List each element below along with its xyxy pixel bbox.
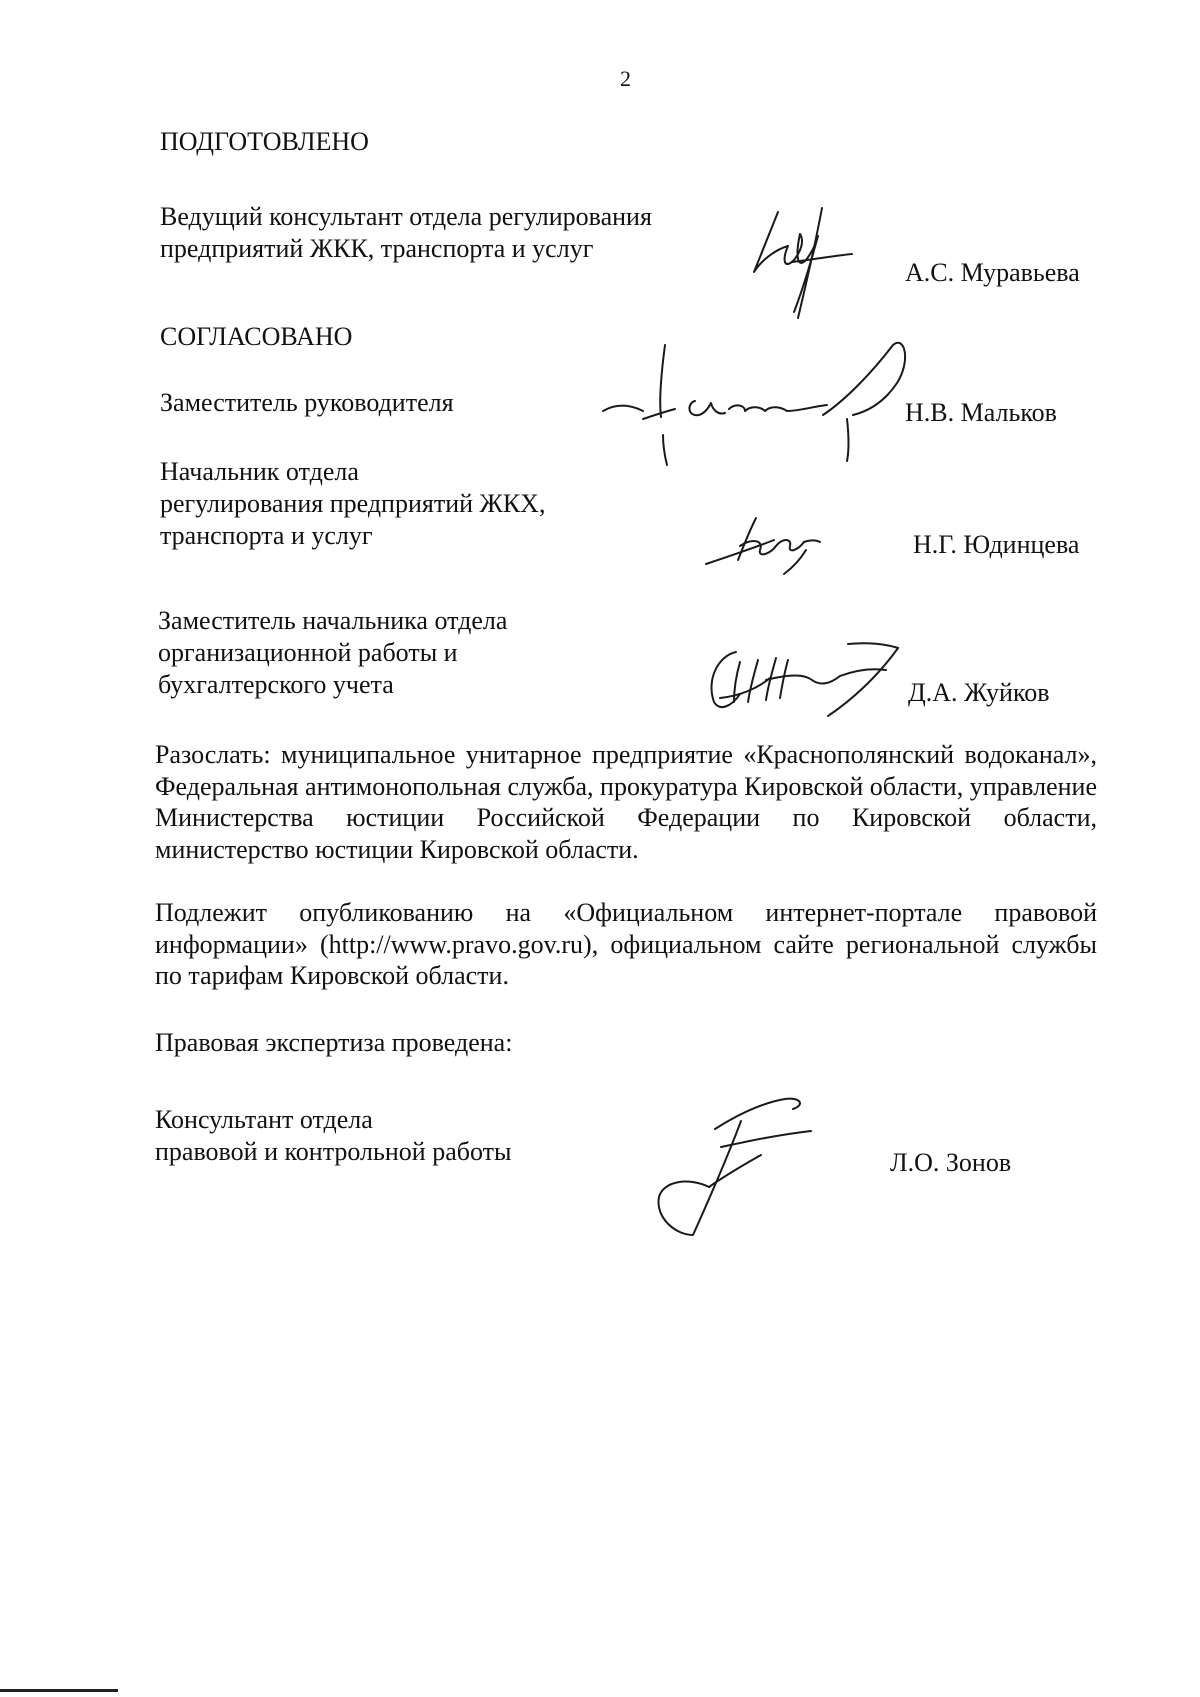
agreed-3-position-line-2: организационной работы и [158,638,458,667]
agreed-1-name: Н.В. Мальков [905,398,1057,427]
agreed-3-position-line-1: Заместитель начальника отдела [158,606,508,635]
scan-edge-line [0,1689,118,1692]
agreed-3-name: Д.А. Жуйков [908,678,1050,707]
agreed-2-position-line-3: транспорта и услуг [160,521,373,550]
signature-malkov [595,335,915,470]
prepared-position-line-1: Ведущий консультант отдела регулирования [160,202,652,231]
agreed-heading: СОГЛАСОВАНО [160,322,353,351]
signature-muraveva [740,200,860,325]
legal-review-position-line-1: Консультант отдела [155,1105,373,1134]
agreed-1-position-line-1: Заместитель руководителя [160,388,454,417]
legal-review-heading: Правовая экспертиза проведена: [155,1028,513,1057]
prepared-name: А.С. Муравьева [905,258,1080,287]
signature-yudintseva [700,510,830,580]
agreed-2-position-line-2: регулирования предприятий ЖКХ, [160,489,546,518]
agreed-3-position-line-3: бухгалтерского учета [158,670,394,699]
agreed-2-position-line-1: Начальник отдела [160,457,359,486]
signature-zonov [645,1085,820,1245]
page-number: 2 [620,66,631,91]
legal-review-name: Л.О. Зонов [890,1148,1012,1177]
legal-review-position-line-2: правовой и контрольной работы [155,1137,512,1166]
prepared-position-line-2: предприятий ЖКК, транспорта и услуг [160,234,594,263]
distribution-paragraph: Разослать: муниципальное унитарное предприятие «Краснополянский водоканал», Федеральная антимонопольная служба, прокуратура Кировской области, управление Министерства юстиции Российской Федерации по Кировской области, министерство юстиции Кировской области. [155,740,1097,864]
agreed-2-name: Н.Г. Юдинцева [913,530,1080,559]
prepared-heading: ПОДГОТОВЛЕНО [160,127,369,156]
publication-paragraph: Подлежит опубликованию на «Официальном интернет-портале правовой информации» (http://www.pravo.gov.ru), официальном сайте региональной службы по тарифам Кировской области. [155,898,1097,990]
signature-zhuykov [700,640,915,720]
